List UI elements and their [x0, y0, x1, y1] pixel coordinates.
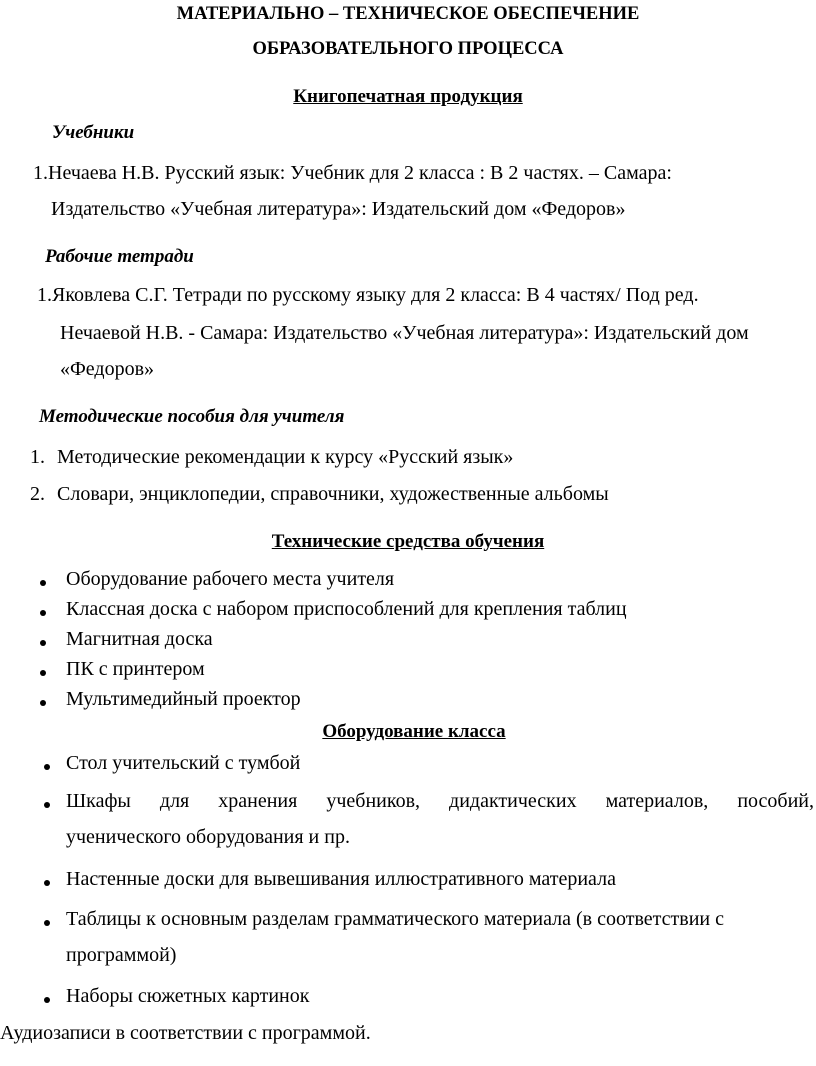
- class-item-4-line1: Таблицы к основным разделам грамматического материала (в соответствии с: [66, 908, 724, 930]
- word: дидактических: [449, 790, 577, 812]
- workbook-item-line2: Нечаевой Н.В. - Самара: Издательство «Учебная литература»: Издательский дом: [60, 322, 749, 344]
- document-title-line1: МАТЕРИАЛЬНО – ТЕХНИЧЕСКОЕ ОБЕСПЕЧЕНИЕ: [176, 4, 640, 24]
- textbook-item-line2: Издательство «Учебная литература»: Издательский дом «Федоров»: [51, 198, 626, 220]
- word: для: [159, 790, 190, 812]
- workbooks-label: Рабочие тетради: [45, 246, 194, 267]
- class-item-5: Наборы сюжетных картинок: [66, 985, 310, 1007]
- bullet-icon: [40, 580, 46, 586]
- bullet-icon: [44, 920, 50, 926]
- class-section-heading: Оборудование класса: [322, 721, 506, 742]
- textbook-item-line1: 1.Нечаева Н.В. Русский язык: Учебник для 2 класса : В 2 частях. – Самара:: [33, 162, 672, 184]
- print-section-heading: Книгопечатная продукция: [293, 86, 523, 107]
- manual-item-2-text: Словари, энциклопедии, справочники, художественные альбомы: [57, 483, 609, 505]
- workbook-item-line3: «Федоров»: [60, 358, 155, 380]
- class-item-4-line2: программой): [66, 944, 177, 966]
- tech-item-5: Мультимедийный проектор: [66, 688, 301, 710]
- bullet-icon: [44, 764, 50, 770]
- bullet-icon: [40, 610, 46, 616]
- bullet-icon: [44, 997, 50, 1003]
- tech-item-1: Оборудование рабочего места учителя: [66, 568, 395, 590]
- textbooks-label: Учебники: [52, 122, 135, 143]
- bullet-icon: [40, 640, 46, 646]
- word: хранения: [218, 790, 298, 812]
- tech-item-2: Классная доска с набором приспособлений для крепления таблиц: [66, 598, 627, 620]
- bullet-icon: [44, 802, 50, 808]
- class-item-3: Настенные доски для вывешивания иллюстративного материала: [66, 868, 616, 890]
- footer-note: Аудиозаписи в соответствии с программой.: [0, 1022, 371, 1044]
- document-title-line2: ОБРАЗОВАТЕЛЬНОГО ПРОЦЕССА: [252, 39, 564, 59]
- class-item-2-line2: ученического оборудования и пр.: [66, 826, 350, 848]
- word: Шкафы: [66, 790, 131, 812]
- manual-item-1-number: 1.: [30, 446, 45, 468]
- class-item-1: Стол учительский с тумбой: [66, 752, 301, 774]
- bullet-icon: [40, 700, 46, 706]
- tech-section-heading: Технические средства обучения: [271, 531, 545, 552]
- word: учебников,: [326, 790, 421, 812]
- word: материалов,: [605, 790, 709, 812]
- manual-item-2-number: 2.: [30, 483, 45, 505]
- tech-item-4: ПК с принтером: [66, 658, 205, 680]
- manual-item-1-text: Методические рекомендации к курсу «Русский язык»: [57, 446, 514, 468]
- manuals-label: Методические пособия для учителя: [39, 406, 345, 427]
- class-item-2-line1: [66, 790, 814, 813]
- bullet-icon: [44, 880, 50, 886]
- bullet-icon: [40, 670, 46, 676]
- workbook-item-line1: 1.Яковлева С.Г. Тетради по русскому языку для 2 класса: В 4 частях/ Под ред.: [37, 284, 699, 306]
- word: пособий,: [737, 790, 814, 812]
- tech-item-3: Магнитная доска: [66, 628, 213, 650]
